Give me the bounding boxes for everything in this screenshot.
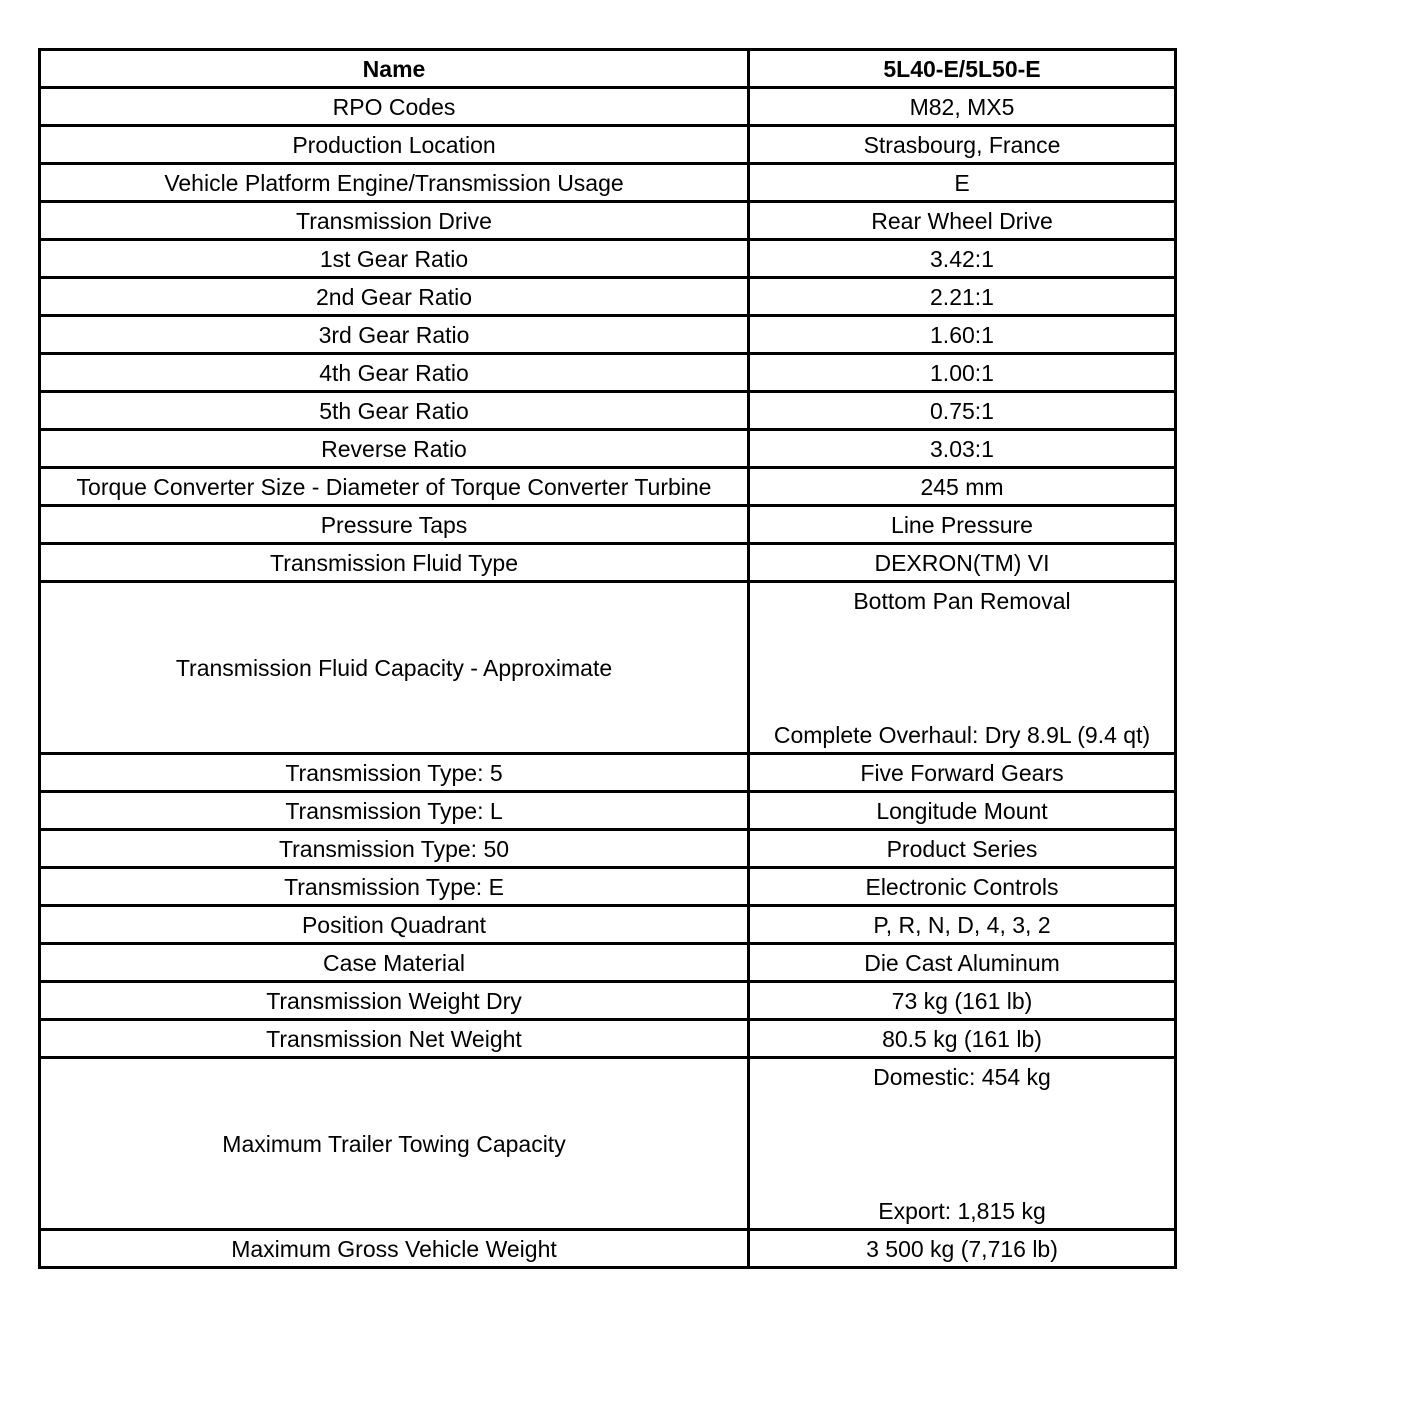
row-value: 80.5 kg (161 lb) [749, 1020, 1176, 1058]
row-label: Transmission Type: L [40, 792, 749, 830]
table-row [40, 164, 1176, 202]
table-row [40, 354, 1176, 392]
table-row [40, 88, 1176, 126]
table-row [40, 830, 1176, 868]
row-value: Product Series [749, 830, 1176, 868]
table-row [40, 240, 1176, 278]
row-value [749, 1058, 1176, 1230]
row-label: Transmission Type: E [40, 868, 749, 906]
row-value: 2.21:1 [749, 278, 1176, 316]
row-label: Maximum Trailer Towing Capacity [40, 1058, 749, 1230]
table-row [40, 754, 1176, 792]
table-row [40, 468, 1176, 506]
table-row [40, 392, 1176, 430]
table-row [40, 316, 1176, 354]
towing-export: Export: 1,815 kg [878, 1198, 1046, 1224]
row-value: 0.75:1 [749, 392, 1176, 430]
row-value: 1.60:1 [749, 316, 1176, 354]
row-label: RPO Codes [40, 88, 749, 126]
row-value: 245 mm [749, 468, 1176, 506]
row-label: Production Location [40, 126, 749, 164]
table-row [40, 906, 1176, 944]
table-row [40, 1020, 1176, 1058]
row-value: 73 kg (161 lb) [749, 982, 1176, 1020]
row-value: Rear Wheel Drive [749, 202, 1176, 240]
table-row-fluid-capacity [40, 582, 1176, 754]
row-label: 5th Gear Ratio [40, 392, 749, 430]
row-value: Strasbourg, France [749, 126, 1176, 164]
row-value: Longitude Mount [749, 792, 1176, 830]
row-value: 3 500 kg (7,716 lb) [749, 1230, 1176, 1268]
table-row [40, 1230, 1176, 1268]
row-label: 4th Gear Ratio [40, 354, 749, 392]
towing-domestic: Domestic: 454 kg [873, 1064, 1051, 1090]
table-row [40, 868, 1176, 906]
row-value [749, 582, 1176, 754]
row-label: 1st Gear Ratio [40, 240, 749, 278]
table-row [40, 506, 1176, 544]
row-value: Five Forward Gears [749, 754, 1176, 792]
table-row [40, 544, 1176, 582]
row-label: 2nd Gear Ratio [40, 278, 749, 316]
row-label: Maximum Gross Vehicle Weight [40, 1230, 749, 1268]
table-row-towing [40, 1058, 1176, 1230]
row-value: E [749, 164, 1176, 202]
row-label: 3rd Gear Ratio [40, 316, 749, 354]
table-row [40, 278, 1176, 316]
table-row [40, 430, 1176, 468]
table-row [40, 202, 1176, 240]
spec-table [38, 48, 1177, 1269]
row-value: 3.42:1 [749, 240, 1176, 278]
row-label: Transmission Fluid Type [40, 544, 749, 582]
row-label: Position Quadrant [40, 906, 749, 944]
fluid-capacity-overhaul: Complete Overhaul: Dry 8.9L (9.4 qt) [773, 722, 1151, 748]
row-value: DEXRON(TM) VI [749, 544, 1176, 582]
row-label: Case Material [40, 944, 749, 982]
table-row [40, 982, 1176, 1020]
row-value: 1.00:1 [749, 354, 1176, 392]
row-label: Transmission Type: 50 [40, 830, 749, 868]
row-value: Electronic Controls [749, 868, 1176, 906]
row-label: Pressure Taps [40, 506, 749, 544]
row-value: Die Cast Aluminum [749, 944, 1176, 982]
row-value: 3.03:1 [749, 430, 1176, 468]
table-row [40, 944, 1176, 982]
table-row [40, 126, 1176, 164]
row-label: Vehicle Platform Engine/Transmission Usage [40, 164, 749, 202]
table-row [40, 792, 1176, 830]
row-value: Line Pressure [749, 506, 1176, 544]
row-label: Transmission Net Weight [40, 1020, 749, 1058]
fluid-capacity-bottom-pan: Bottom Pan Removal [853, 588, 1071, 614]
row-label: Torque Converter Size - Diameter of Torque Converter Turbine [40, 468, 749, 506]
row-label: Transmission Weight Dry [40, 982, 749, 1020]
table-header-row [40, 50, 1176, 88]
row-label: Reverse Ratio [40, 430, 749, 468]
row-label: Transmission Drive [40, 202, 749, 240]
row-value: P, R, N, D, 4, 3, 2 [749, 906, 1176, 944]
row-value: M82, MX5 [749, 88, 1176, 126]
row-label: Transmission Fluid Capacity - Approximate [40, 582, 749, 754]
header-label: Name [40, 50, 749, 88]
row-label: Transmission Type: 5 [40, 754, 749, 792]
header-value: 5L40-E/5L50-E [749, 50, 1176, 88]
